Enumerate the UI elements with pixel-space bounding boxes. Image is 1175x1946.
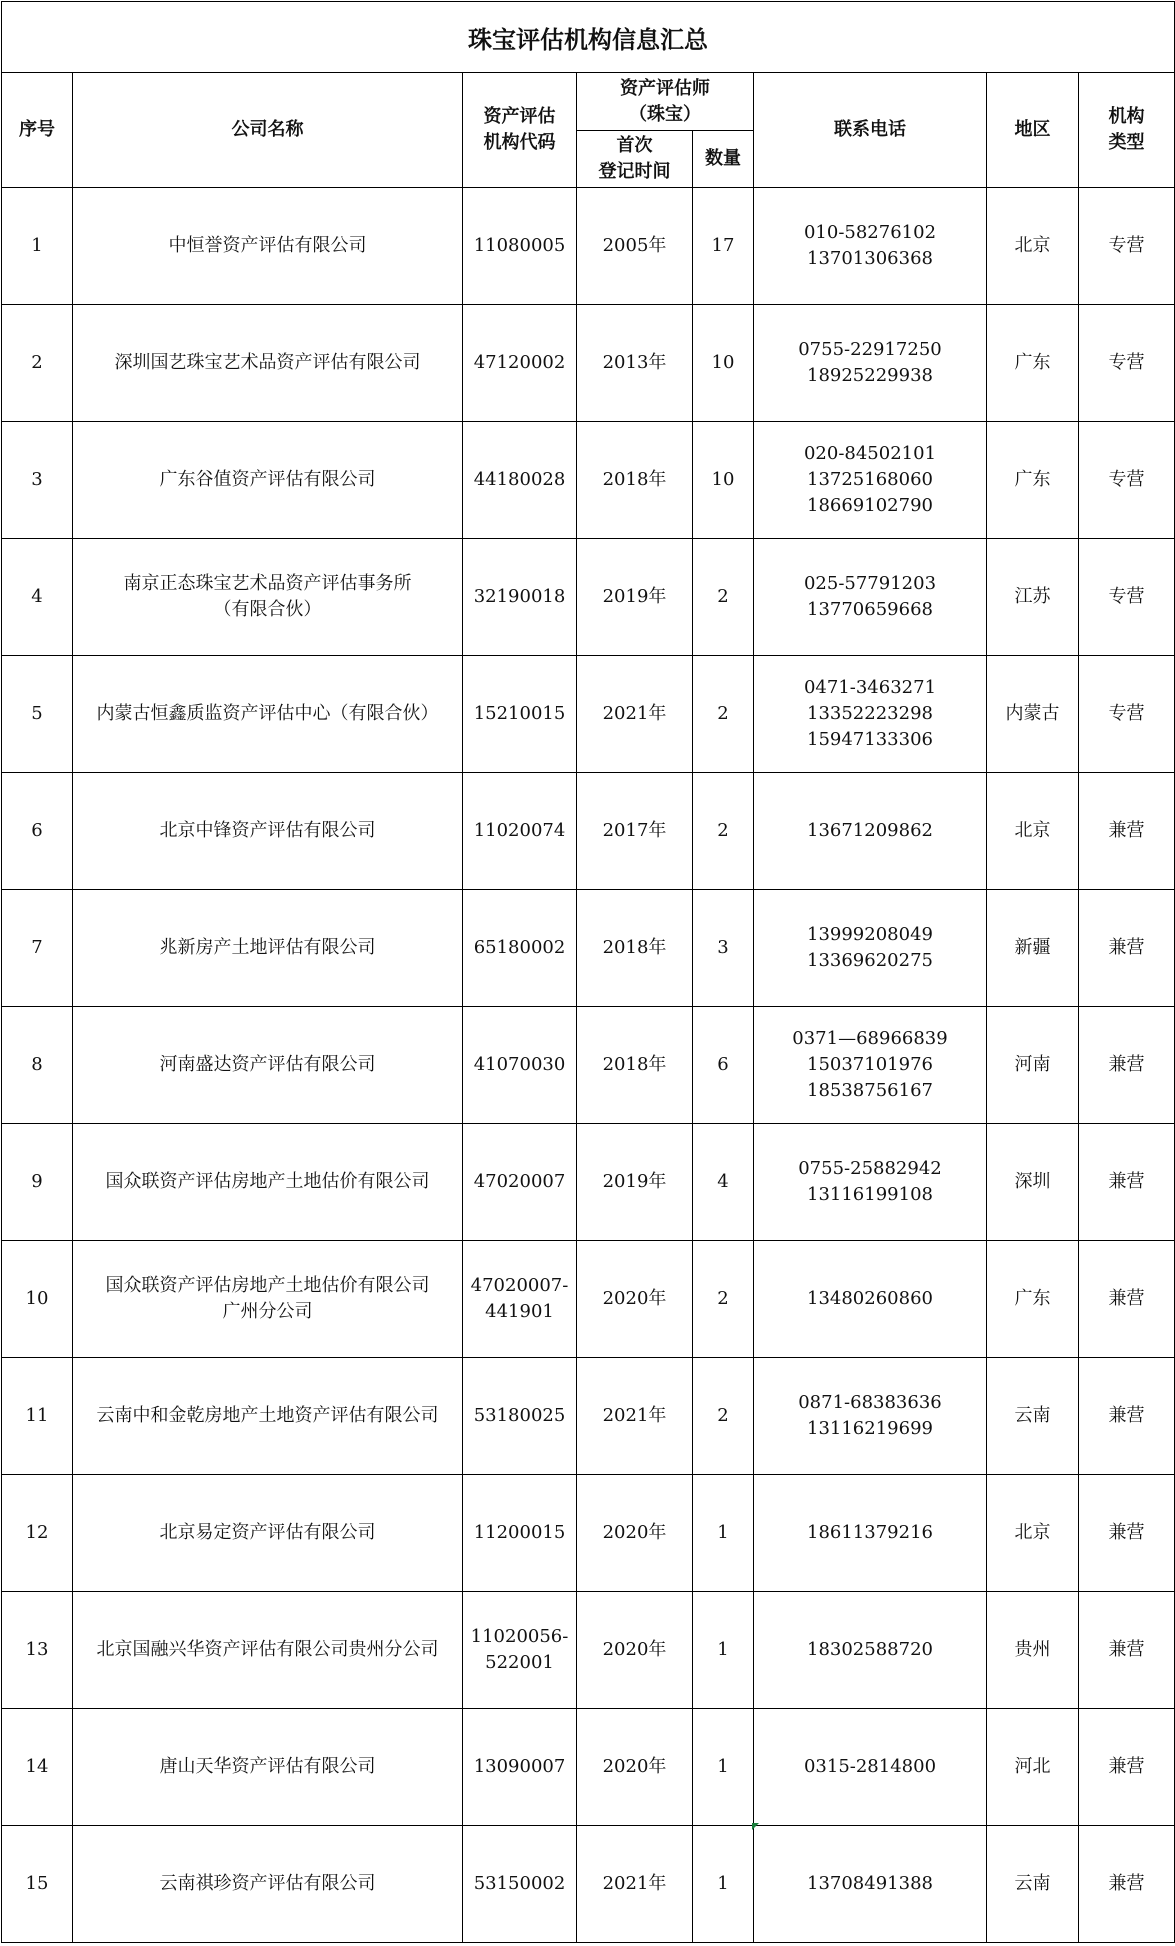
cell-org-type-type: 兼营 xyxy=(1108,1405,1145,1426)
cell-region xyxy=(987,1709,1079,1826)
cell-company-name-name1: 唐山天华资产评估有限公司 xyxy=(159,1756,376,1777)
cell-appraiser-count xyxy=(693,305,754,422)
cell-company-name xyxy=(73,890,463,1007)
table-row xyxy=(2,1358,1175,1475)
cell-seq-seq: 5 xyxy=(31,703,43,724)
cell-seq-seq: 1 xyxy=(31,235,43,256)
cell-seq-seq: 8 xyxy=(31,1054,43,1075)
cell-company-name-name1: 国众联资产评估房地产土地估价有限公司 xyxy=(105,1171,430,1192)
cell-phone-phone3: 18538756167 xyxy=(807,1080,933,1101)
cell-region-region: 贵州 xyxy=(1014,1639,1051,1660)
cell-region-region: 广东 xyxy=(1014,1288,1051,1309)
cell-org-type-type: 专营 xyxy=(1108,235,1145,256)
cell-org-code-code1: 47020007- xyxy=(470,1275,569,1296)
cell-phone xyxy=(754,656,987,773)
cell-phone-phone3: 15947133306 xyxy=(807,729,933,750)
cell-region-region: 广东 xyxy=(1014,352,1051,373)
cell-phone-phone1: 0315-2814800 xyxy=(803,1756,937,1777)
cell-appraiser-count xyxy=(693,1007,754,1124)
cell-company-name-name1: 内蒙古恒鑫质监资产评估中心（有限合伙） xyxy=(96,703,439,724)
cell-first-registration-year: 2021年 xyxy=(602,703,667,724)
table-row xyxy=(2,1826,1175,1943)
cell-org-type-type: 兼营 xyxy=(1108,1639,1145,1660)
cell-org-code-code1: 53180025 xyxy=(473,1405,566,1426)
cell-org-type-type: 兼营 xyxy=(1108,1756,1145,1777)
cell-org-code-code1: 41070030 xyxy=(473,1054,566,1075)
cell-org-type xyxy=(1079,539,1175,656)
cell-org-code-code1: 32190018 xyxy=(473,586,566,607)
cell-org-type xyxy=(1079,422,1175,539)
cell-first-registration xyxy=(577,1592,693,1709)
header-first-registration-line1: 首次 xyxy=(616,135,653,156)
cell-org-type-type: 专营 xyxy=(1108,469,1145,490)
cell-org-code-code1: 11020074 xyxy=(473,820,566,841)
cell-phone xyxy=(754,188,987,305)
cell-company-name-name1: 河南盛达资产评估有限公司 xyxy=(159,1054,376,1075)
cell-seq xyxy=(2,1475,73,1592)
table-row xyxy=(2,422,1175,539)
table-row xyxy=(2,305,1175,422)
cell-phone-phone1: 0755-25882942 xyxy=(798,1158,942,1179)
cell-seq-seq: 10 xyxy=(25,1288,49,1309)
table-row xyxy=(2,1475,1175,1592)
cell-org-code xyxy=(463,1592,577,1709)
sheet-title: 珠宝评估机构信息汇总 xyxy=(2,2,1175,73)
table-row xyxy=(2,539,1175,656)
table-row xyxy=(2,1124,1175,1241)
cell-appraiser-count-count: 6 xyxy=(717,1054,729,1075)
cell-first-registration-year: 2021年 xyxy=(602,1405,667,1426)
cell-company-name xyxy=(73,1592,463,1709)
table-row xyxy=(2,1007,1175,1124)
cell-org-code xyxy=(463,305,577,422)
cell-first-registration xyxy=(577,1358,693,1475)
cell-phone-phone1: 13671209862 xyxy=(807,820,933,841)
cell-org-code-code1: 11020056- xyxy=(470,1626,569,1647)
cell-phone-phone3: 18669102790 xyxy=(807,495,933,516)
cell-phone-phone2: 13369620275 xyxy=(807,950,933,971)
cell-first-registration xyxy=(577,1826,693,1943)
cell-first-registration xyxy=(577,1124,693,1241)
cell-org-type-type: 兼营 xyxy=(1108,937,1145,958)
cell-company-name-name1: 北京中锋资产评估有限公司 xyxy=(159,820,376,841)
cell-org-code-code1: 15210015 xyxy=(473,703,566,724)
header-org-code xyxy=(463,73,577,188)
cell-org-type xyxy=(1079,773,1175,890)
cell-company-name xyxy=(73,1475,463,1592)
cell-region xyxy=(987,188,1079,305)
cell-org-type-type: 兼营 xyxy=(1108,1288,1145,1309)
cell-org-code xyxy=(463,188,577,305)
cell-appraiser-count-count: 1 xyxy=(717,1756,729,1777)
cell-appraiser-count-count: 2 xyxy=(717,820,729,841)
cell-org-type xyxy=(1079,305,1175,422)
cell-appraiser-count-count: 10 xyxy=(711,469,735,490)
cell-appraiser-count-count: 3 xyxy=(717,937,729,958)
cell-first-registration xyxy=(577,1241,693,1358)
header-seq: 序号 xyxy=(2,73,73,188)
cell-seq xyxy=(2,188,73,305)
cell-phone-phone1: 010-58276102 xyxy=(803,222,937,243)
cell-region xyxy=(987,1592,1079,1709)
cell-first-registration-year: 2017年 xyxy=(602,820,667,841)
cell-seq-seq: 3 xyxy=(31,469,43,490)
header-phone: 联系电话 xyxy=(754,73,987,188)
cell-region-region: 内蒙古 xyxy=(1005,703,1060,724)
cell-appraiser-count xyxy=(693,1592,754,1709)
cell-company-name xyxy=(73,188,463,305)
cell-phone xyxy=(754,1826,987,1943)
header-appraiser-line1: 资产评估师 xyxy=(620,77,710,99)
cell-appraiser-count-count: 2 xyxy=(717,1405,729,1426)
cell-org-code xyxy=(463,1358,577,1475)
header-org-type-line1: 机构 xyxy=(1108,106,1145,127)
cell-first-registration xyxy=(577,188,693,305)
cell-org-type xyxy=(1079,1826,1175,1943)
cell-seq xyxy=(2,422,73,539)
cell-phone xyxy=(754,1709,987,1826)
cell-appraiser-count xyxy=(693,539,754,656)
table-row xyxy=(2,1592,1175,1709)
cell-org-code-code1: 11200015 xyxy=(473,1522,566,1543)
header-count: 数量 xyxy=(693,131,754,188)
cell-company-name-name1: 云南中和金乾房地产土地资产评估有限公司 xyxy=(96,1405,439,1426)
table-body xyxy=(2,188,1175,1943)
cell-org-type-type: 专营 xyxy=(1108,352,1145,373)
cell-seq-seq: 11 xyxy=(25,1405,49,1426)
cell-region-region: 河南 xyxy=(1014,1054,1051,1075)
cell-seq-seq: 2 xyxy=(31,352,43,373)
cell-seq xyxy=(2,305,73,422)
cell-phone-phone2: 13352223298 xyxy=(807,703,933,724)
cell-company-name-name1: 云南祺珍资产评估有限公司 xyxy=(159,1873,376,1894)
cell-phone-phone2: 13725168060 xyxy=(807,469,933,490)
cell-seq-seq: 14 xyxy=(25,1756,49,1777)
header-first-registration xyxy=(577,131,693,188)
cell-seq xyxy=(2,539,73,656)
cell-appraiser-count xyxy=(693,1124,754,1241)
cell-phone-phone2: 18925229938 xyxy=(807,365,933,386)
cell-org-code xyxy=(463,1709,577,1826)
cell-org-type-type: 兼营 xyxy=(1108,1873,1145,1894)
cell-company-name-name1: 南京正态珠宝艺术品资产评估事务所 xyxy=(123,573,412,594)
header-org-code-line1: 资产评估 xyxy=(483,106,556,127)
cell-seq xyxy=(2,656,73,773)
cell-first-registration-year: 2018年 xyxy=(602,469,667,490)
cell-phone xyxy=(754,305,987,422)
cell-seq xyxy=(2,1358,73,1475)
cell-phone-phone2: 15037101976 xyxy=(807,1054,933,1075)
cell-phone xyxy=(754,773,987,890)
cell-region xyxy=(987,1358,1079,1475)
cell-org-type xyxy=(1079,656,1175,773)
cell-org-code xyxy=(463,1241,577,1358)
cell-first-registration xyxy=(577,539,693,656)
cell-first-registration-year: 2018年 xyxy=(602,1054,667,1075)
cell-first-registration-year: 2018年 xyxy=(602,937,667,958)
cell-appraiser-count xyxy=(693,188,754,305)
cell-appraiser-count xyxy=(693,890,754,1007)
cell-org-code-code1: 53150002 xyxy=(473,1873,566,1894)
cell-first-registration-year: 2020年 xyxy=(602,1288,667,1309)
cell-company-name xyxy=(73,1709,463,1826)
cell-region-region: 江苏 xyxy=(1014,586,1051,607)
cell-seq xyxy=(2,1241,73,1358)
cell-org-type-type: 兼营 xyxy=(1108,1054,1145,1075)
cell-org-type xyxy=(1079,188,1175,305)
cell-region xyxy=(987,1124,1079,1241)
cell-seq-seq: 12 xyxy=(25,1522,49,1543)
cell-company-name xyxy=(73,1007,463,1124)
cell-appraiser-count xyxy=(693,1475,754,1592)
cell-org-code-code1: 47020007 xyxy=(473,1171,566,1192)
cell-company-name-name2: 广州分公司 xyxy=(222,1301,313,1322)
cell-first-registration xyxy=(577,656,693,773)
cell-company-name xyxy=(73,1241,463,1358)
cell-appraiser-count-count: 1 xyxy=(717,1522,729,1543)
cell-seq-seq: 7 xyxy=(31,937,43,958)
cell-org-code xyxy=(463,1007,577,1124)
cell-phone-phone1: 18302588720 xyxy=(807,1639,933,1660)
table-row xyxy=(2,1241,1175,1358)
cell-first-registration-year: 2020年 xyxy=(602,1522,667,1543)
cell-appraiser-count-count: 10 xyxy=(711,352,735,373)
cell-phone-phone1: 18611379216 xyxy=(807,1522,933,1543)
header-company: 公司名称 xyxy=(73,73,463,188)
cell-first-registration-year: 2020年 xyxy=(602,1756,667,1777)
cell-first-registration xyxy=(577,773,693,890)
cell-seq-seq: 9 xyxy=(31,1171,43,1192)
cell-first-registration-year: 2019年 xyxy=(602,1171,667,1192)
header-first-registration-line2: 登记时间 xyxy=(598,161,671,182)
cell-first-registration-year: 2020年 xyxy=(602,1639,667,1660)
cell-phone xyxy=(754,890,987,1007)
cell-phone xyxy=(754,1475,987,1592)
cell-org-type xyxy=(1079,1007,1175,1124)
table-row xyxy=(2,188,1175,305)
cell-org-type xyxy=(1079,1124,1175,1241)
cell-seq xyxy=(2,1826,73,1943)
cell-company-name-name2: （有限合伙） xyxy=(213,599,322,620)
table-row xyxy=(2,1709,1175,1826)
cell-seq xyxy=(2,1124,73,1241)
cell-region-region: 河北 xyxy=(1014,1756,1051,1777)
cell-phone xyxy=(754,539,987,656)
cell-first-registration xyxy=(577,890,693,1007)
cell-org-code-code2: 522001 xyxy=(485,1652,554,1673)
cell-org-code-code2: 441901 xyxy=(485,1301,554,1322)
cell-phone xyxy=(754,1007,987,1124)
cell-first-registration-year: 2019年 xyxy=(602,586,667,607)
cell-first-registration xyxy=(577,1709,693,1826)
cell-phone-phone1: 0471-3463271 xyxy=(803,677,937,698)
cell-first-registration-year: 2005年 xyxy=(602,235,667,256)
cell-region-region: 深圳 xyxy=(1014,1171,1051,1192)
cell-seq-seq: 6 xyxy=(31,820,43,841)
cell-region xyxy=(987,422,1079,539)
cell-org-code-code1: 65180002 xyxy=(473,937,566,958)
header-org-type-line2: 类型 xyxy=(1108,132,1145,153)
cell-comment-marker xyxy=(752,1823,759,1830)
cell-org-code-code1: 13090007 xyxy=(473,1756,566,1777)
header-appraiser-line2: （珠宝） xyxy=(629,103,701,125)
cell-phone-phone1: 020-84502101 xyxy=(803,443,937,464)
cell-org-type-type: 兼营 xyxy=(1108,1171,1145,1192)
cell-appraiser-count xyxy=(693,422,754,539)
cell-org-type xyxy=(1079,1358,1175,1475)
cell-company-name-name1: 深圳国艺珠宝艺术品资产评估有限公司 xyxy=(114,352,421,373)
cell-org-type xyxy=(1079,1592,1175,1709)
cell-first-registration-year: 2021年 xyxy=(602,1873,667,1894)
cell-phone-phone1: 0755-22917250 xyxy=(798,339,942,360)
cell-appraiser-count-count: 2 xyxy=(717,703,729,724)
cell-org-type-type: 兼营 xyxy=(1108,1522,1145,1543)
cell-seq-seq: 13 xyxy=(25,1639,49,1660)
cell-region xyxy=(987,539,1079,656)
cell-org-code xyxy=(463,773,577,890)
cell-company-name-name1: 北京易定资产评估有限公司 xyxy=(159,1522,376,1543)
cell-phone-phone1: 0371—68966839 xyxy=(792,1028,948,1049)
cell-region xyxy=(987,305,1079,422)
cell-appraiser-count xyxy=(693,1826,754,1943)
cell-org-code-code1: 44180028 xyxy=(473,469,566,490)
cell-phone-phone1: 13708491388 xyxy=(807,1873,933,1894)
header-region: 地区 xyxy=(987,73,1079,188)
cell-company-name xyxy=(73,1358,463,1475)
cell-org-code xyxy=(463,890,577,1007)
cell-company-name-name1: 国众联资产评估房地产土地估价有限公司 xyxy=(105,1275,430,1296)
cell-phone xyxy=(754,1241,987,1358)
cell-region xyxy=(987,1826,1079,1943)
cell-region xyxy=(987,773,1079,890)
cell-appraiser-count-count: 17 xyxy=(711,235,735,256)
cell-company-name xyxy=(73,1124,463,1241)
cell-phone xyxy=(754,1592,987,1709)
cell-first-registration xyxy=(577,1475,693,1592)
cell-appraiser-count xyxy=(693,1709,754,1826)
cell-phone-phone2: 13701306368 xyxy=(807,248,933,269)
cell-company-name xyxy=(73,305,463,422)
cell-appraiser-count xyxy=(693,1241,754,1358)
cell-company-name-name1: 广东谷值资产评估有限公司 xyxy=(159,469,376,490)
cell-region-region: 云南 xyxy=(1014,1873,1051,1894)
cell-phone-phone2: 13770659668 xyxy=(807,599,933,620)
cell-region xyxy=(987,656,1079,773)
cell-org-code xyxy=(463,539,577,656)
cell-seq xyxy=(2,1709,73,1826)
cell-org-type xyxy=(1079,890,1175,1007)
cell-phone-phone1: 025-57791203 xyxy=(803,573,937,594)
cell-org-type-type: 专营 xyxy=(1108,703,1145,724)
cell-region xyxy=(987,1007,1079,1124)
cell-company-name xyxy=(73,539,463,656)
cell-org-code xyxy=(463,656,577,773)
cell-org-type-type: 兼营 xyxy=(1108,820,1145,841)
cell-phone-phone1: 13999208049 xyxy=(807,924,933,945)
cell-appraiser-count xyxy=(693,773,754,890)
header-org-type xyxy=(1079,73,1175,188)
cell-appraiser-count xyxy=(693,1358,754,1475)
cell-org-type xyxy=(1079,1709,1175,1826)
cell-phone-phone1: 13480260860 xyxy=(807,1288,933,1309)
cell-org-type xyxy=(1079,1241,1175,1358)
cell-seq xyxy=(2,773,73,890)
cell-region-region: 广东 xyxy=(1014,469,1051,490)
cell-seq xyxy=(2,890,73,1007)
cell-phone xyxy=(754,422,987,539)
header-org-code-line2: 机构代码 xyxy=(483,132,556,153)
cell-region xyxy=(987,1475,1079,1592)
cell-org-code-code1: 11080005 xyxy=(473,235,566,256)
cell-seq-seq: 15 xyxy=(25,1873,49,1894)
cell-phone-phone2: 13116199108 xyxy=(807,1184,933,1205)
institutions-table xyxy=(1,1,1175,1943)
cell-company-name xyxy=(73,1826,463,1943)
cell-appraiser-count xyxy=(693,656,754,773)
table-row xyxy=(2,773,1175,890)
cell-phone xyxy=(754,1358,987,1475)
cell-appraiser-count-count: 1 xyxy=(717,1873,729,1894)
cell-appraiser-count-count: 4 xyxy=(717,1171,729,1192)
header-appraiser xyxy=(577,73,754,131)
cell-region xyxy=(987,1241,1079,1358)
table-row xyxy=(2,656,1175,773)
cell-phone-phone2: 13116219699 xyxy=(807,1418,933,1439)
cell-appraiser-count-count: 2 xyxy=(717,1288,729,1309)
cell-org-code-code1: 47120002 xyxy=(473,352,566,373)
cell-company-name xyxy=(73,422,463,539)
cell-company-name xyxy=(73,656,463,773)
cell-company-name xyxy=(73,773,463,890)
cell-region-region: 北京 xyxy=(1014,820,1051,841)
cell-company-name-name1: 北京国融兴华资产评估有限公司贵州分公司 xyxy=(96,1639,439,1660)
cell-region-region: 北京 xyxy=(1014,1522,1051,1543)
cell-seq-seq: 4 xyxy=(31,586,43,607)
cell-seq xyxy=(2,1007,73,1124)
cell-first-registration xyxy=(577,305,693,422)
cell-org-code xyxy=(463,422,577,539)
cell-first-registration-year: 2013年 xyxy=(602,352,667,373)
cell-first-registration xyxy=(577,1007,693,1124)
cell-org-type xyxy=(1079,1475,1175,1592)
cell-region-region: 北京 xyxy=(1014,235,1051,256)
cell-phone-phone1: 0871-68383636 xyxy=(798,1392,942,1413)
cell-org-code xyxy=(463,1826,577,1943)
cell-region-region: 新疆 xyxy=(1014,937,1051,958)
table-row xyxy=(2,890,1175,1007)
cell-org-code xyxy=(463,1475,577,1592)
cell-company-name-name1: 中恒誉资产评估有限公司 xyxy=(168,235,367,256)
cell-company-name-name1: 兆新房产土地评估有限公司 xyxy=(159,937,376,958)
cell-first-registration xyxy=(577,422,693,539)
cell-phone xyxy=(754,1124,987,1241)
cell-org-code xyxy=(463,1124,577,1241)
cell-appraiser-count-count: 2 xyxy=(717,586,729,607)
cell-org-type-type: 专营 xyxy=(1108,586,1145,607)
cell-region-region: 云南 xyxy=(1014,1405,1051,1426)
cell-seq xyxy=(2,1592,73,1709)
cell-region xyxy=(987,890,1079,1007)
cell-appraiser-count-count: 1 xyxy=(717,1639,729,1660)
